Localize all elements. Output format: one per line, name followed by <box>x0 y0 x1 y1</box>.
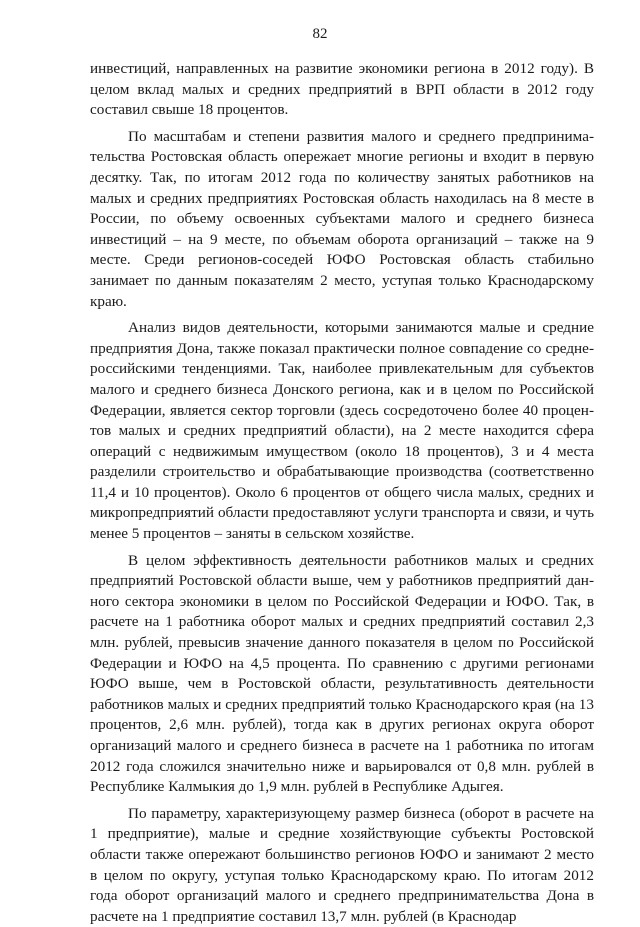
paragraph-efficiency: В целом эффективность деятельности работников малых и средних предприятий Ростовской области выше, чем у работников предприятий данного сектора экономики в целом по Российской Федерации и ЮФО. Так, в расчете на 1 работника оборот малых и средних предприятий составил 2,3 млн. рублей, превысив значение данного показателя в целом по Российской Федерации и ЮФО на 4,5 процента. По сравнению с другими регионами ЮФО выше, чем в Ростовской области, результативность деятельности работников малых и средних предприятий только Краснодарского края (на 13 процентов, 2,6 млн. рублей), тогда как в других регионах округа оборот организаций малого и среднего бизнеса в расчете на 1 работника по итогам 2012 года сложился значительно ниже и варьировался от 0,8 млн. рублей в Республике Калмыкия до 1,9 млн. рублей в Республике Адыгея. <box>90 551 594 796</box>
paragraph-continuation: инвестиций, направленных на развитие экономики региона в 2012 году). В целом вклад малых и средних предприятий в ВРП области в 2012 году составил свыше 18 процентов. <box>90 60 594 119</box>
paragraph-business-size: По параметру, характеризующему размер бизнеса (оборот в расчете на 1 предприятие), малые и средние хозяйствующие субъекты Ростовской области также опережают большинство регионов ЮФО и занимают 2 место в целом по округу, уступая только Краснодарскому краю. По итогам 2012 года оборот организаций малого и среднего предпринимательства Дона в расчете на 1 предприятие составил 13,7 млн. рублей (в Краснодар <box>90 804 594 925</box>
page-number: 82 <box>312 26 328 42</box>
paragraph-scale-of-development: По масштабам и степени развития малого и среднего предпринимательства Ростовская область опережает многие регионы и входит в первую десятку. Так, по итогам 2012 года по количеству занятых работников на малых и средних предприятиях Ростовская область находилась на 8 месте в России, по объему освоенных субъектами малого и среднего бизнеса инвестиций – на 9 месте, по объемам оборота организаций – также на 9 месте. Среди регионов-соседей ЮФО Ростовская область стабильно занимает по данным показателям 2 место, уступая только Краснодарскому краю. <box>90 127 594 310</box>
paragraph-activity-analysis: Анализ видов деятельности, которыми занимаются малые и средние предприятия Дона, также показал практически полное совпадение со среднероссийскими тенденциями. Так, наиболее привлекательным для субъектов малого и среднего бизнеса Донского региона, как и в целом по Российской Федерации, является сектор торговли (здесь сосредоточено более 40 процентов малых и средних предприятий области), на 2 месте находится сфера операций с недвижимым имуществом (около 18 процентов), 3 и 4 места разделили строительство и обрабатывающие производства (соответственно 11,4 и 10 процентов). Около 6 процентов от общего числа малых, средних и микропредприятий области предоставляют услуги транспорта и связи, и чуть менее 5 процентов – заняты в сельском хозяйстве. <box>90 319 594 543</box>
document-body <box>90 59 594 927</box>
